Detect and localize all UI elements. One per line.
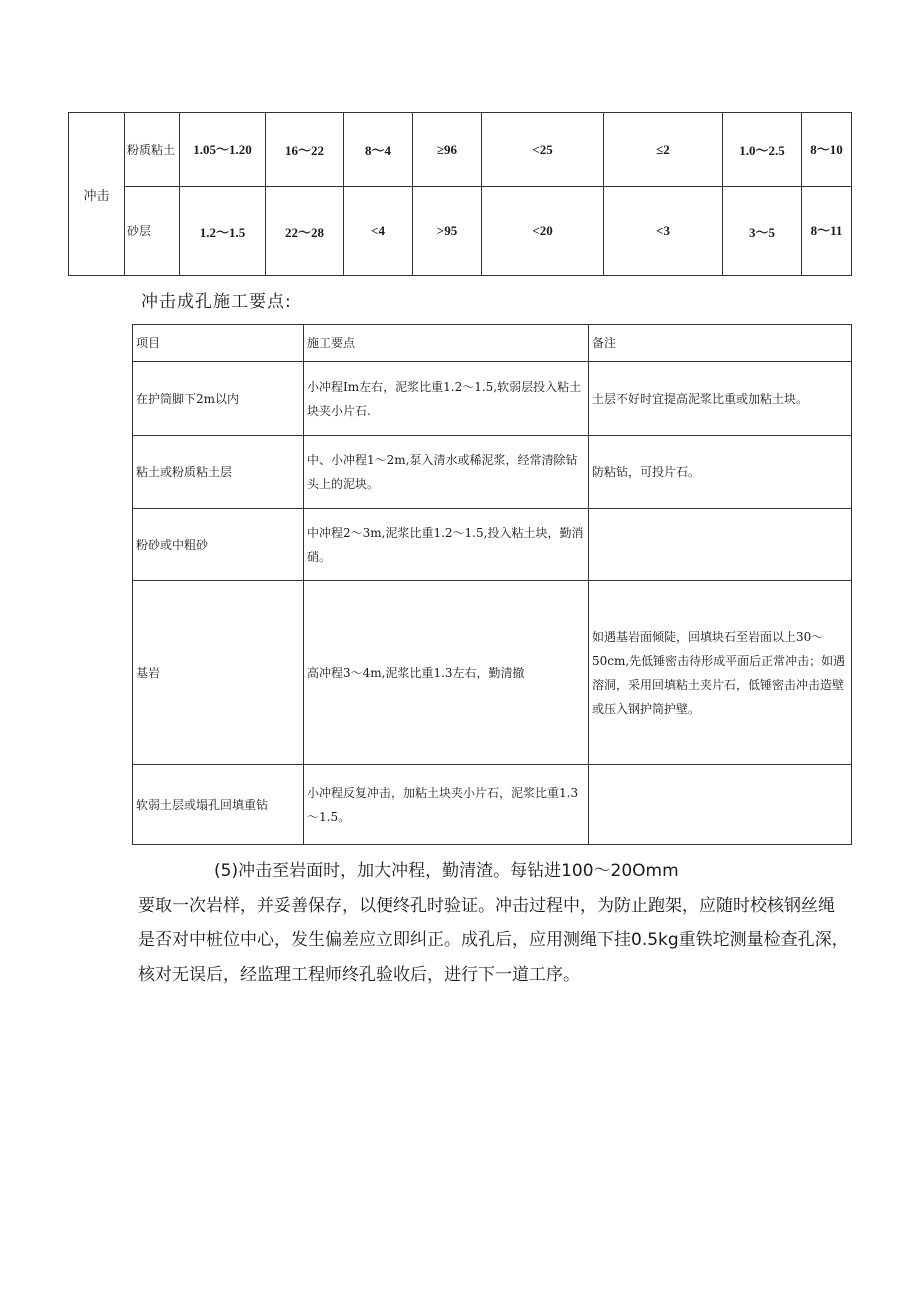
point-cell: 小冲程Im左右，泥浆比重1.2～1.5,软弱层投入粘土块夹小片石. — [304, 362, 589, 436]
note-cell: 土层不好时宜提高泥浆比重或加粘土块。 — [589, 362, 852, 436]
density-cell: 1.05～1.20 — [180, 113, 266, 187]
drilling-parameter-table — [68, 112, 852, 276]
soil-cell: 砂层 — [125, 187, 180, 276]
point-cell: 中、小冲程1～2m,泵入清水或稀泥浆，经常清除钻头上的泥块。 — [304, 436, 589, 509]
table-row — [133, 436, 852, 509]
point-cell: 高冲程3～4m,泥浆比重1.3左右，勤清撤 — [304, 581, 589, 765]
table-row — [133, 509, 852, 581]
construction-points-table — [132, 324, 852, 845]
note-cell: 防粘钻，可投片石。 — [589, 436, 852, 509]
value-cell: 3～5 — [723, 187, 802, 276]
value-cell: <3 — [604, 187, 723, 276]
point-cell: 中冲程2～3m,泥浆比重1.2～1.5,投入粘土块，勤消硝。 — [304, 509, 589, 581]
paragraph-rest: 要取一次岩样，并妥善保存，以便终孔时验证。冲击过程中，为防止跑架，应随时校核钢丝绳是否对中桩位中心，发生偏差应立即纠正。成孔后，应用测绳下挂0.5kg重铁坨测量检查孔深，核对无误后，经监理工程师终孔验收后，进行下一道工序。 — [138, 895, 849, 985]
table-row — [133, 765, 852, 845]
table-header-row — [133, 325, 852, 362]
header-cell: 备注 — [589, 325, 852, 362]
note-cell: 如遇基岩面倾陡，回填块石至岩面以上30～50cm,先低锤密击待形成平面后正常冲击；如遇溶洞，采用回填粘土夹片石，低锤密击冲击造壁或压入钢护筒护壁。 — [589, 581, 852, 765]
soil-cell: 粉质粘土 — [125, 113, 180, 187]
value-cell: <4 — [344, 187, 413, 276]
body-paragraph — [138, 854, 850, 992]
note-cell — [589, 509, 852, 581]
section-heading: 冲击成孔施工要点: — [141, 292, 292, 312]
value-cell: 8～4 — [344, 113, 413, 187]
table-row — [133, 362, 852, 436]
header-cell: 项目 — [133, 325, 304, 362]
value-cell: 22～28 — [266, 187, 344, 276]
value-cell: ≥96 — [413, 113, 482, 187]
item-cell: 粉砂或中粗砂 — [133, 509, 304, 581]
density-cell: 1.2～1.5 — [180, 187, 266, 276]
point-cell: 小冲程反复冲击，加粘土块夹小片石，泥浆比重1.3～1.5。 — [304, 765, 589, 845]
value-cell: <25 — [482, 113, 604, 187]
value-cell: ≤2 — [604, 113, 723, 187]
paragraph-first-line: (5)冲击至岩面时，加大冲程，勤清渣。每钻进100～20Omm — [214, 861, 679, 881]
header-cell: 施工要点 — [304, 325, 589, 362]
value-cell: 1.0～2.5 — [723, 113, 802, 187]
item-cell: 基岩 — [133, 581, 304, 765]
table-row — [69, 187, 852, 276]
table-row — [133, 581, 852, 765]
table-row — [69, 113, 852, 187]
item-cell: 粘土或粉质粘土层 — [133, 436, 304, 509]
value-cell: <20 — [482, 187, 604, 276]
item-cell: 软弱土层或塌孔回填重钻 — [133, 765, 304, 845]
value-cell: >95 — [413, 187, 482, 276]
note-cell — [589, 765, 852, 845]
value-cell: 16～22 — [266, 113, 344, 187]
value-cell: 8～10 — [802, 113, 852, 187]
value-cell: 8～11 — [802, 187, 852, 276]
method-cell: 冲击 — [69, 113, 125, 276]
item-cell: 在护筒脚下2m以内 — [133, 362, 304, 436]
